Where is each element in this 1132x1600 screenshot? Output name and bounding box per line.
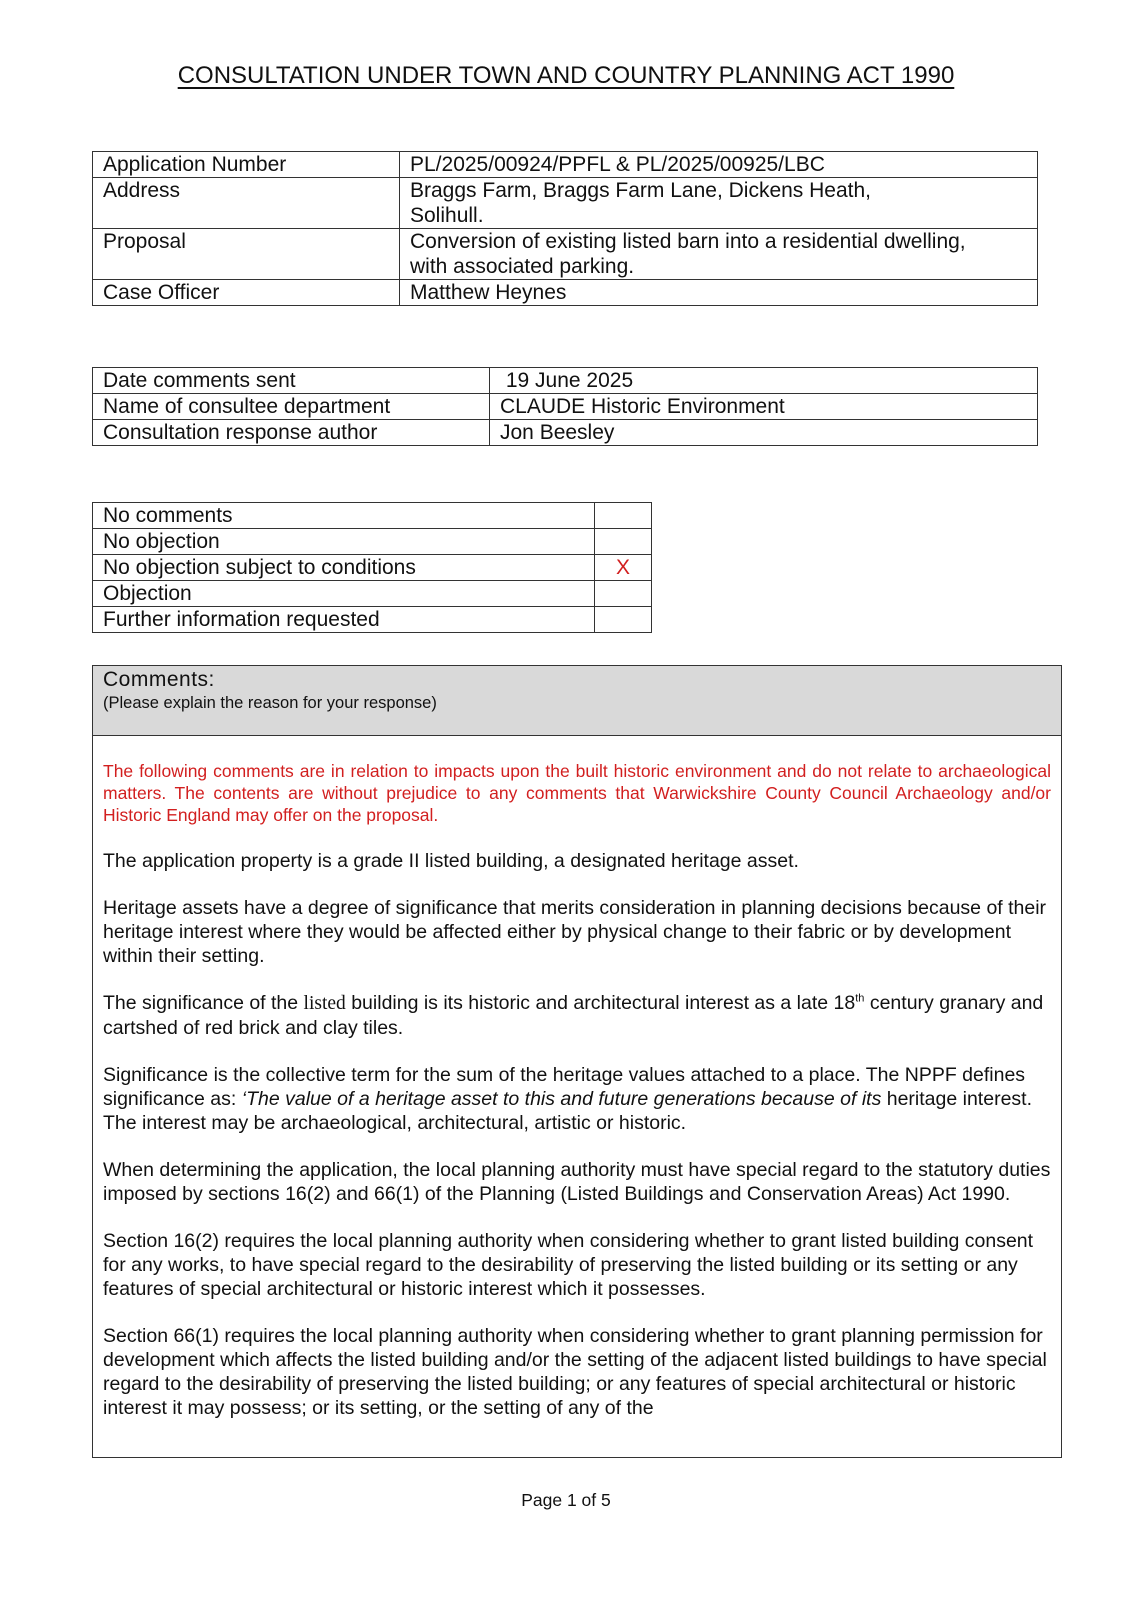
option-label: No objection xyxy=(93,529,595,555)
option-mark xyxy=(594,503,651,529)
paragraph: Section 66(1) requires the local planning authority when considering whether to grant planning permission for development which affects the listed building and/or the setting of the adjacent listed buildings to have special regard to the desirability of preserving the listed building; or any features of special architectural or historic interest it may possess; or its setting, or the setting of any of the xyxy=(103,1325,1047,1419)
paragraph: The significance of the listed building is its historic and architectural interest as a late 18th century granary and cartshed of red brick and clay tiles. xyxy=(103,992,1044,1039)
comments-box xyxy=(92,665,1062,1458)
response-options-table xyxy=(92,502,652,633)
option-mark xyxy=(594,529,651,555)
option-label: Further information requested xyxy=(93,607,595,633)
paragraph: Heritage assets have a degree of significance that merits consideration in planning decisions because of their heritage interest where they would be affected either by physical change to their fabric or by development within their setting. xyxy=(103,897,1047,967)
paragraph: Section 16(2) requires the local planning authority when considering whether to grant listed building consent for any works, to have special regard to the desirability of preserving the listed building or its setting or any features of special architectural or historic interest which it possesses. xyxy=(103,1230,1034,1300)
table-row xyxy=(93,178,1038,229)
table-row xyxy=(93,529,652,555)
application-details-table xyxy=(92,151,1038,306)
comments-subheading: (Please explain the reason for your response) xyxy=(103,694,437,712)
option-mark xyxy=(594,607,651,633)
field-label: Name of consultee department xyxy=(93,394,490,420)
field-label: Address xyxy=(93,178,400,229)
page-number: Page 1 of 5 xyxy=(521,1490,611,1510)
paragraph: The application property is a grade II listed building, a designated heritage asset. xyxy=(103,850,799,872)
comments-body xyxy=(93,736,1061,1420)
option-mark xyxy=(594,581,651,607)
consultee-details-table xyxy=(92,367,1038,446)
field-label: Consultation response author xyxy=(93,420,490,446)
table-row xyxy=(93,394,1038,420)
field-label: Date comments sent xyxy=(93,368,490,394)
field-label: Case Officer xyxy=(93,280,400,306)
option-label: No objection subject to conditions xyxy=(93,555,595,581)
comments-heading: Comments: xyxy=(103,668,215,691)
field-value: Braggs Farm, Braggs Farm Lane, Dickens Heath, Solihull. xyxy=(400,178,1038,229)
table-row xyxy=(93,368,1038,394)
field-label: Proposal xyxy=(93,229,400,280)
table-row xyxy=(93,280,1038,306)
option-label: Objection xyxy=(93,581,595,607)
comments-header xyxy=(93,666,1061,736)
paragraph: Significance is the collective term for the sum of the heritage values attached to a place. The NPPF defines significance as: ‘The value of a heritage asset to this and future generations because of its heritage interest. The interest may be archaeological, architectural, artistic or historic. xyxy=(103,1064,1032,1134)
option-mark-selected: X xyxy=(594,555,651,581)
table-row xyxy=(93,555,652,581)
field-value: Matthew Heynes xyxy=(400,280,1038,306)
field-value: Conversion of existing listed barn into a residential dwelling, with associated parking. xyxy=(400,229,1038,280)
paragraph: When determining the application, the local planning authority must have special regard to the statutory duties imposed by sections 16(2) and 66(1) of the Planning (Listed Buildings and Conservation Areas) Act 1990. xyxy=(103,1159,1051,1205)
table-row xyxy=(93,152,1038,178)
field-label: Application Number xyxy=(93,152,400,178)
field-value: CLAUDE Historic Environment xyxy=(490,394,1038,420)
field-value: Jon Beesley xyxy=(490,420,1038,446)
disclaimer-paragraph: The following comments are in relation to impacts upon the built historic environment and do not relate to archaeological matters. The contents are without prejudice to any comments that Warwickshire County Council Archaeology and/or Historic England may offer on the proposal. xyxy=(103,761,1051,825)
table-row xyxy=(93,581,652,607)
field-value: PL/2025/00924/PPFL & PL/2025/00925/LBC xyxy=(400,152,1038,178)
option-label: No comments xyxy=(93,503,595,529)
table-row xyxy=(93,503,652,529)
table-row xyxy=(93,229,1038,280)
table-row xyxy=(93,607,652,633)
table-row xyxy=(93,420,1038,446)
document-title: CONSULTATION UNDER TOWN AND COUNTRY PLANNING ACT 1990 xyxy=(177,62,955,89)
field-value: 19 June 2025 xyxy=(490,368,1038,394)
